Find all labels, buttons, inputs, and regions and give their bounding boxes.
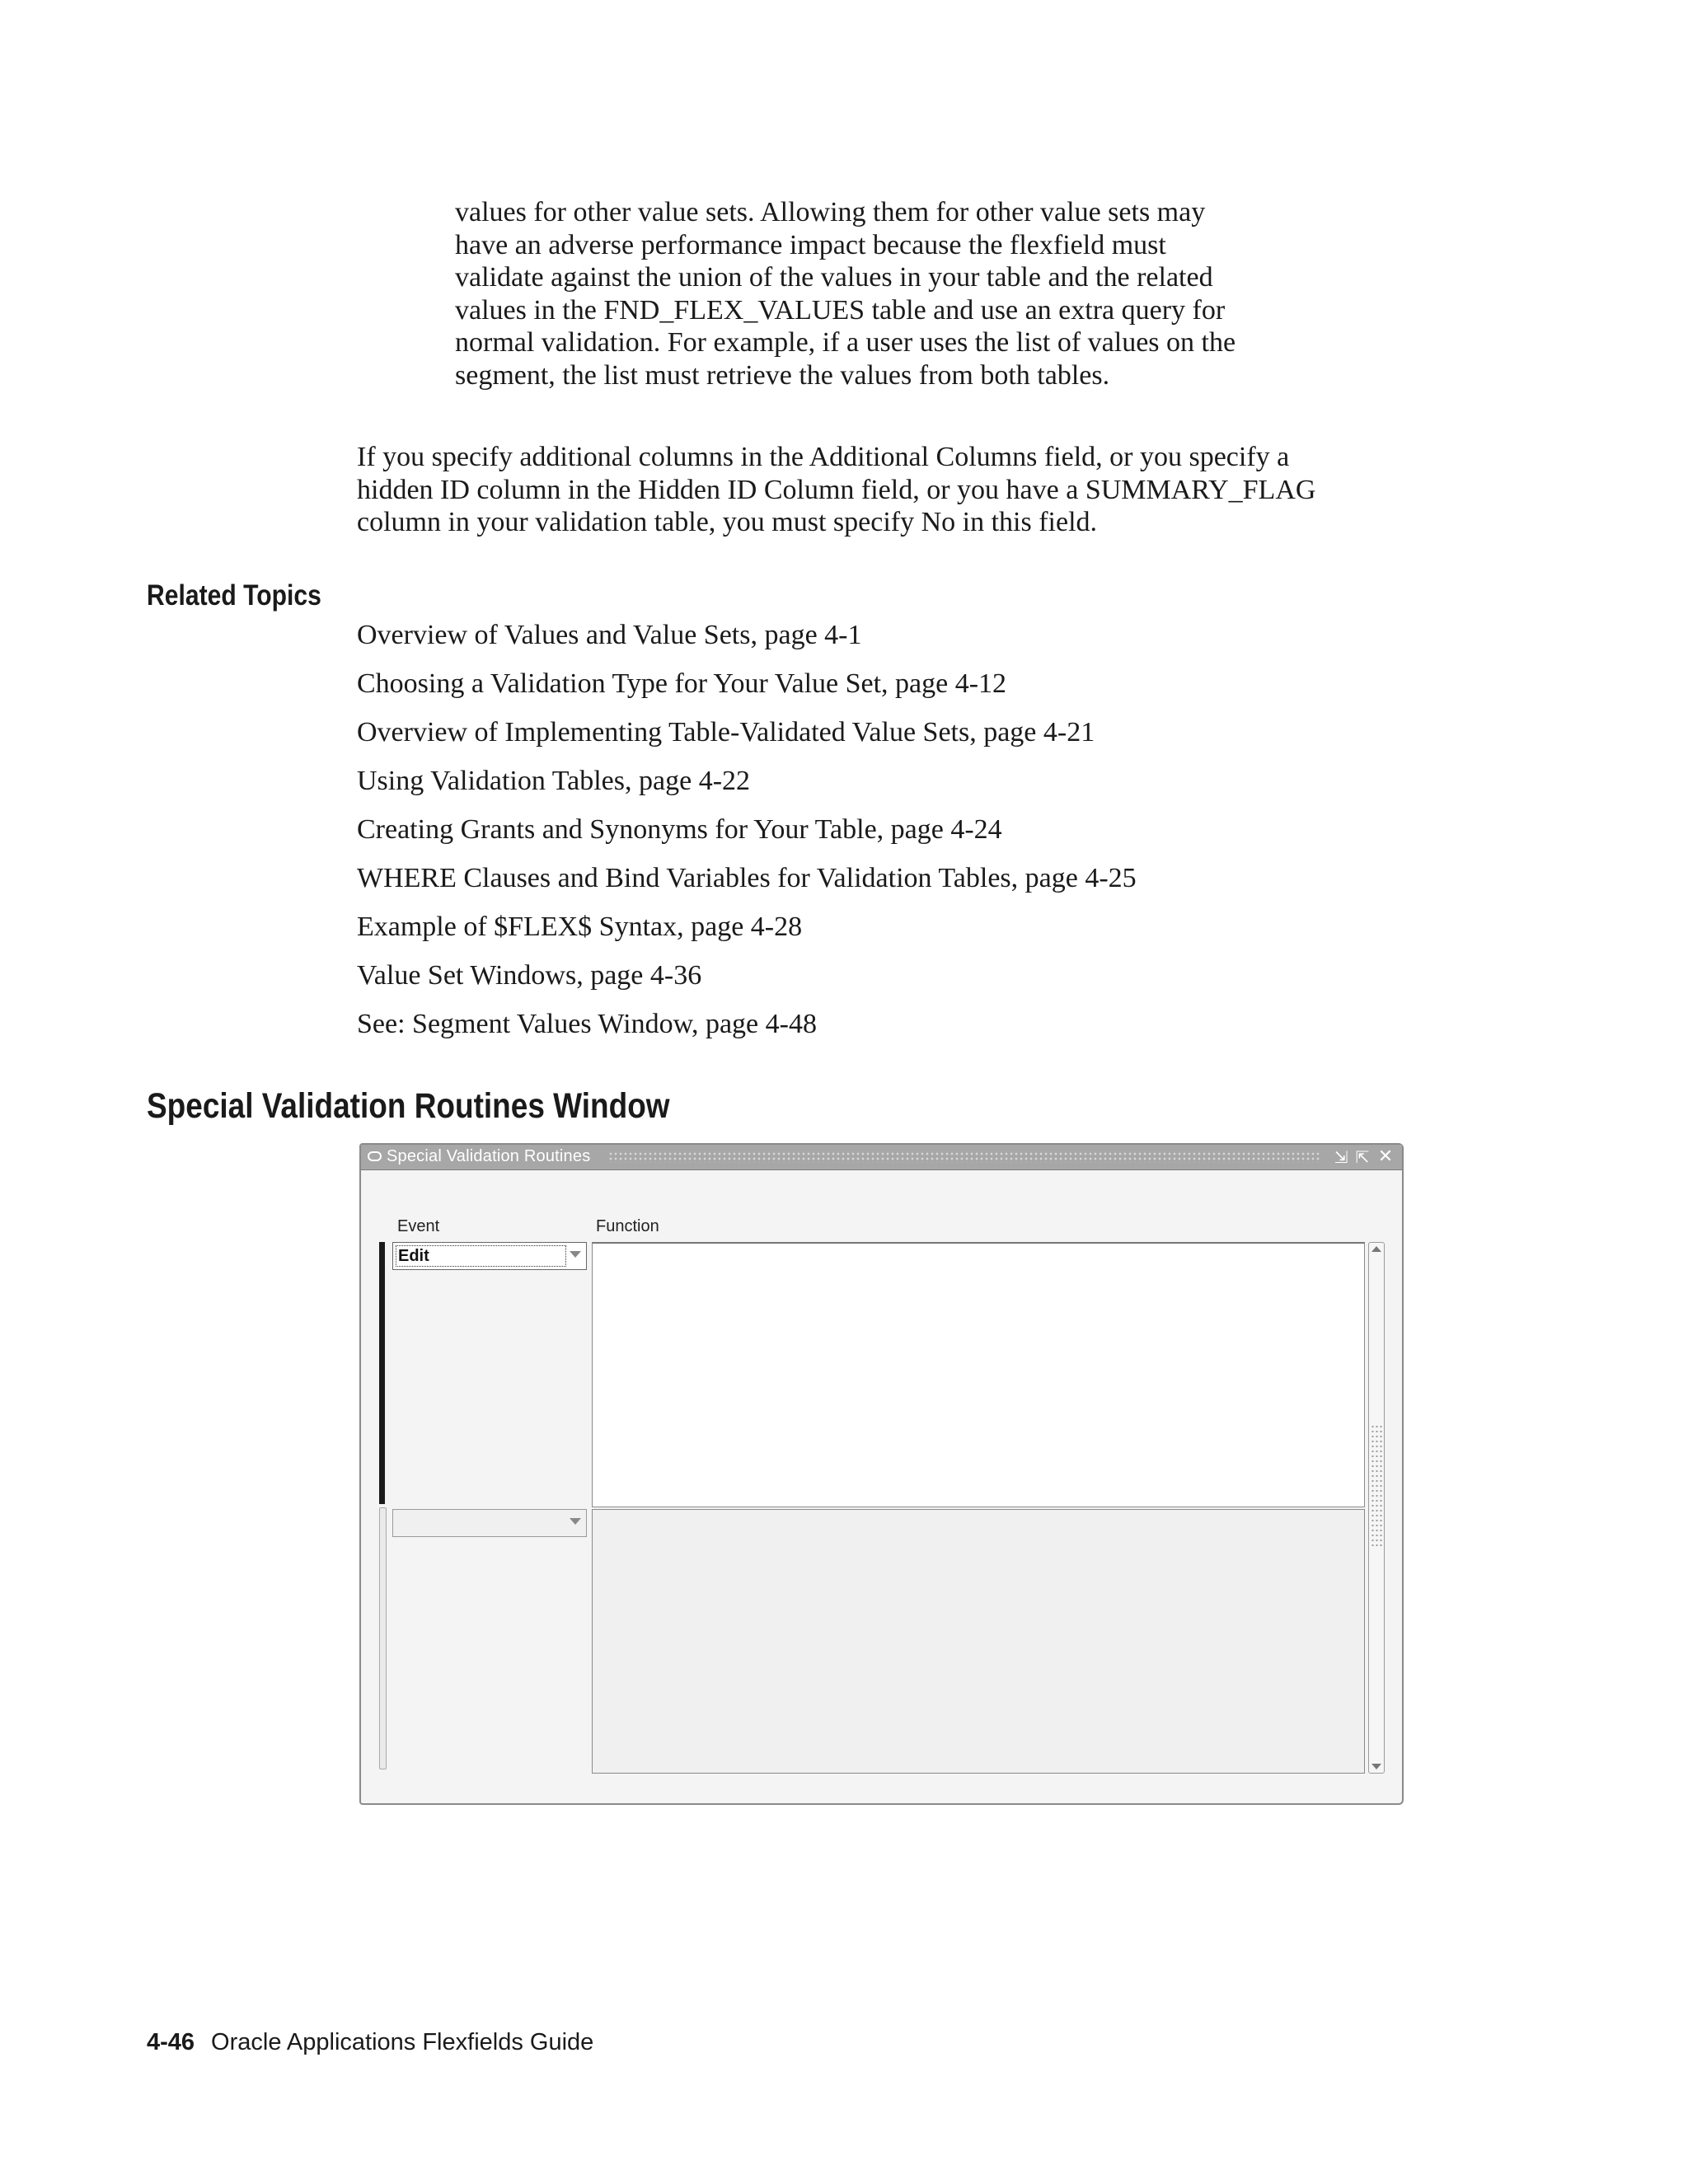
paragraph-line: validate against the union of the values in your table and the related [455, 262, 1213, 293]
event-select[interactable] [392, 1242, 587, 1270]
related-topics-heading: Related Topics [147, 579, 321, 612]
event-select[interactable] [392, 1509, 587, 1537]
related-topic-link[interactable]: Overview of Values and Value Sets, page 4-1 [357, 620, 862, 650]
page-footer [147, 2029, 593, 2056]
page-number: 4-46 [147, 2029, 195, 2055]
related-topic-link[interactable]: Overview of Implementing Table-Validated Value Sets, page 4-21 [357, 717, 1095, 748]
event-select-value: Edit [398, 1247, 429, 1265]
related-topic-link[interactable]: Value Set Windows, page 4-36 [357, 960, 702, 991]
vertical-scrollbar[interactable] [1368, 1242, 1385, 1774]
paragraph-line: hidden ID column in the Hidden ID Column field, or you have a SUMMARY_FLAG [357, 474, 1316, 505]
record-indicator[interactable] [379, 1507, 387, 1769]
related-topic-link[interactable]: Using Validation Tables, page 4-22 [357, 766, 751, 796]
related-topic-link[interactable]: Example of $FLEX$ Syntax, page 4-28 [357, 912, 803, 942]
current-record-indicator[interactable] [379, 1242, 385, 1504]
special-validation-routines-window [359, 1143, 1404, 1805]
window-pill-icon [368, 1151, 382, 1161]
function-textarea[interactable] [592, 1242, 1365, 1507]
indented-paragraph [455, 196, 1378, 391]
note-paragraph [357, 441, 1412, 539]
window-title: Special Validation Routines [387, 1147, 591, 1165]
section-heading: Special Validation Routines Window [147, 1086, 670, 1126]
scroll-down-arrow-icon[interactable] [1372, 1764, 1381, 1769]
related-topic-link[interactable]: See: Segment Values Window, page 4-48 [357, 1009, 817, 1039]
paragraph-line: values in the FND_FLEX_VALUES table and use an extra query for [455, 294, 1226, 326]
event-column-label: Event [397, 1217, 440, 1235]
paragraph-line: normal validation. For example, if a user uses the list of values on the [455, 327, 1236, 358]
related-topic-link[interactable]: Creating Grants and Synonyms for Your Table, page 4-24 [357, 814, 1002, 845]
paragraph-line: segment, the list must retrieve the values from both tables. [455, 359, 1110, 391]
book-title: Oracle Applications Flexfields Guide [211, 2029, 594, 2055]
related-topic-link[interactable]: WHERE Clauses and Bind Variables for Validation Tables, page 4-25 [357, 863, 1137, 893]
paragraph-line: If you specify additional columns in the Additional Columns field, or you specify a [357, 442, 1290, 472]
function-column-label: Function [596, 1217, 659, 1235]
related-topic-link[interactable]: Choosing a Validation Type for Your Value Set, page 4-12 [357, 668, 1007, 699]
minimize-icon[interactable]: ⇲ [1334, 1147, 1348, 1167]
maximize-icon[interactable]: ⇱ [1355, 1147, 1370, 1167]
scroll-up-arrow-icon[interactable] [1372, 1246, 1381, 1252]
chevron-down-icon[interactable] [570, 1251, 581, 1258]
chevron-down-icon[interactable] [570, 1518, 581, 1525]
related-topics-list [357, 616, 1137, 1054]
close-icon[interactable]: ✕ [1377, 1146, 1394, 1167]
paragraph-line: values for other value sets. Allowing them for other value sets may [455, 197, 1206, 227]
window-titlebar[interactable] [361, 1145, 1402, 1170]
paragraph-line: column in your validation table, you must specify No in this field. [357, 507, 1098, 537]
function-textarea[interactable] [592, 1509, 1365, 1774]
titlebar-grip [608, 1151, 1321, 1163]
scroll-thumb[interactable] [1371, 1424, 1382, 1548]
paragraph-line: have an adverse performance impact because the flexfield must [455, 229, 1166, 260]
